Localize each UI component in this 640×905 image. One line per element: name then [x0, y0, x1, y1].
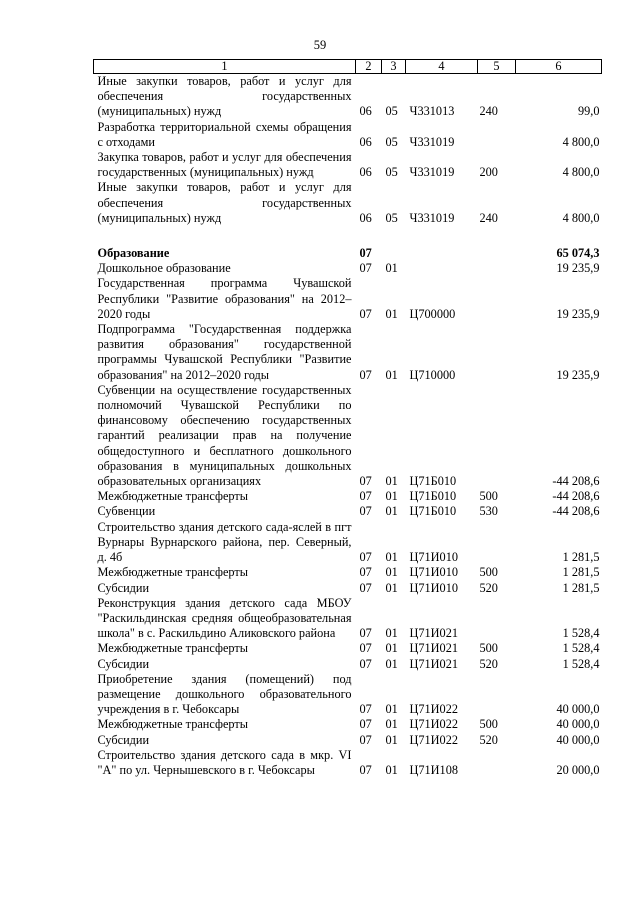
target-item-code: Ц71И021: [409, 656, 459, 671]
subsection-code: 01: [385, 717, 398, 732]
table-row: [94, 581, 602, 596]
subsection-code: 01: [385, 626, 398, 641]
table-body: [94, 74, 602, 779]
subsection-code: 01: [385, 489, 398, 504]
amount: 1 281,5: [562, 580, 600, 595]
table-row: [94, 657, 602, 672]
target-item-code: Ц71И010: [409, 565, 459, 580]
expense-type-code: 520: [479, 732, 498, 747]
target-item-code: Ц71И010: [409, 580, 459, 595]
subsection-code: 01: [385, 261, 398, 276]
row-name: Межбюджетные трансферты: [97, 565, 249, 580]
page-number: 59: [313, 38, 327, 52]
subsection-code: 01: [385, 367, 398, 382]
column-header: 1: [94, 60, 356, 74]
section-code: 06: [359, 165, 372, 180]
amount: 19 235,9: [556, 367, 600, 382]
target-item-code: Ц710000: [409, 367, 456, 382]
target-item-code: Ц71И021: [409, 626, 459, 641]
expense-type-code: [478, 261, 516, 276]
subsection-code: 01: [385, 580, 398, 595]
table-row: [94, 322, 602, 383]
column-number-row: [94, 60, 602, 74]
expense-type-code: [478, 596, 516, 642]
target-item-code: Ц71Б010: [409, 489, 457, 504]
expense-type-code: 530: [479, 504, 498, 519]
section-code: 06: [359, 210, 372, 225]
table-row: [94, 276, 602, 322]
table-row: [94, 150, 602, 180]
expense-type-code: [478, 672, 516, 718]
row-name: Приобретение здания (помещений) под размещение дошкольного образовательного учреждения в г. Чебоксары: [97, 671, 352, 717]
subsection-code: 01: [385, 474, 398, 489]
subsection-code: 01: [385, 550, 398, 565]
amount: 40 000,0: [556, 732, 600, 747]
expense-type-code: 240: [479, 210, 498, 225]
target-item-code: Ц71Б010: [409, 474, 457, 489]
expense-type-code: 500: [479, 717, 498, 732]
row-name: Закупка товаров, работ и услуг для обеспечения государственных (муниципальных) нужд: [97, 150, 352, 180]
row-name: Реконструкция здания детского сада МБОУ "Раскильдинская средняя общеобразовательная школа" в с. Раскильдино Аликовского района: [97, 595, 352, 641]
spacer-cell: [94, 226, 602, 246]
section-code: 07: [359, 580, 372, 595]
amount: 1 281,5: [562, 550, 600, 565]
row-name: Государственная программа Чувашской Республики "Развитие образования" на 2012–2020 годы: [97, 276, 352, 321]
table-row: [94, 504, 602, 519]
expense-type-code: [478, 748, 516, 778]
row-name: Строительство здания детского сада в мкр. VI "А" по ул. Чернышевского в г. Чебоксары: [97, 747, 352, 777]
expense-type-code: [478, 322, 516, 383]
column-header: 6: [516, 60, 602, 74]
target-item-code: [406, 261, 478, 276]
amount: 1 528,4: [562, 641, 600, 656]
expense-type-code: [478, 120, 516, 150]
subsection-code: 01: [385, 762, 398, 777]
subsection-code: 01: [385, 306, 398, 321]
target-item-code: Ч331019: [409, 210, 455, 225]
table-row: [94, 383, 602, 489]
target-item-code: Ч331019: [409, 165, 455, 180]
column-header: 5: [478, 60, 516, 74]
target-item-code: [406, 246, 478, 261]
target-item-code: Ц71И108: [409, 762, 459, 777]
target-item-code: Ц71Б010: [409, 504, 457, 519]
section-code: 07: [359, 732, 372, 747]
amount: 1 528,4: [562, 626, 600, 641]
row-name: Дошкольное образование: [97, 261, 231, 276]
section-code: 07: [359, 246, 372, 261]
row-name: Иные закупки товаров, работ и услуг для обеспечения государственных (муниципальных) нужд: [97, 180, 352, 225]
amount: 19 235,9: [556, 261, 600, 276]
section-code: 07: [359, 474, 372, 489]
section-code: 07: [359, 641, 372, 656]
expense-type-code: [478, 383, 516, 489]
subsection-code: 01: [385, 732, 398, 747]
table-row: [94, 489, 602, 504]
row-name: Строительство здания детского сада-яслей в пгт Вурнары Вурнарского района, пер. Северный, д. 4б: [97, 519, 352, 565]
subsection-code: [382, 246, 406, 261]
section-code: 07: [359, 702, 372, 717]
target-item-code: Ц71И022: [409, 717, 459, 732]
table-row: [94, 672, 602, 718]
target-item-code: Ч331019: [409, 134, 455, 149]
amount: 40 000,0: [556, 702, 600, 717]
section-code: 07: [359, 261, 372, 276]
section-code: 07: [359, 367, 372, 382]
amount: 4 800,0: [562, 134, 600, 149]
section-code: 07: [359, 504, 372, 519]
target-item-code: Ц71И021: [409, 641, 459, 656]
amount: 99,0: [577, 104, 600, 119]
subsection-code: 05: [385, 134, 398, 149]
expense-type-code: 240: [479, 104, 498, 119]
spacer-row: [94, 226, 602, 246]
table-row: [94, 717, 602, 732]
table-row: [94, 596, 602, 642]
expense-type-code: [478, 276, 516, 322]
subsection-code: 01: [385, 702, 398, 717]
section-code: 06: [359, 134, 372, 149]
target-item-code: Ц71И010: [409, 550, 459, 565]
expense-type-code: 500: [479, 641, 498, 656]
row-name: Субсидии: [97, 580, 150, 595]
section-code: 07: [359, 306, 372, 321]
row-name: Образование: [97, 246, 170, 261]
amount: -44 208,6: [552, 504, 600, 519]
section-code: 07: [359, 762, 372, 777]
target-item-code: Ч331013: [409, 104, 455, 119]
amount: 4 800,0: [562, 165, 600, 180]
target-item-code: Ц700000: [409, 306, 456, 321]
amount: 1 528,4: [562, 656, 600, 671]
expense-type-code: [478, 246, 516, 261]
expense-type-code: 500: [479, 565, 498, 580]
section-code: 07: [359, 626, 372, 641]
table-row: [94, 120, 602, 150]
column-header: 2: [356, 60, 382, 74]
subsection-code: 01: [385, 565, 398, 580]
section-code: 07: [359, 717, 372, 732]
amount: -44 208,6: [552, 474, 600, 489]
subsection-code: 05: [385, 104, 398, 119]
subsection-code: 01: [385, 641, 398, 656]
row-name: Субсидии: [97, 656, 150, 671]
target-item-code: Ц71И022: [409, 702, 459, 717]
expense-type-code: 520: [479, 656, 498, 671]
amount: 4 800,0: [562, 210, 600, 225]
amount: 19 235,9: [556, 306, 600, 321]
section-code: 07: [359, 550, 372, 565]
table-row: [94, 565, 602, 580]
subsection-code: 01: [385, 504, 398, 519]
table-row: [94, 261, 602, 276]
expense-type-code: 200: [479, 165, 498, 180]
row-name: Межбюджетные трансферты: [97, 489, 249, 504]
subsection-code: 01: [385, 656, 398, 671]
section-code: 06: [359, 104, 372, 119]
table-row: [94, 748, 602, 778]
amount: 65 074,3: [556, 246, 600, 261]
table-row: [94, 733, 602, 748]
expense-type-code: 520: [479, 580, 498, 595]
amount: 1 281,5: [562, 565, 600, 580]
expense-type-code: [478, 520, 516, 566]
amount: 40 000,0: [556, 717, 600, 732]
table-row: [94, 520, 602, 566]
table-row: [94, 180, 602, 226]
section-code: 07: [359, 489, 372, 504]
row-name: Субсидии: [97, 732, 150, 747]
row-name: Разработка территориальной схемы обращения с отходами: [97, 119, 352, 149]
table-row: [94, 74, 602, 120]
target-item-code: Ц71И022: [409, 732, 459, 747]
row-name: Субвенции на осуществление государственных полномочий Чувашской Республики по финансовому обеспечению государственных гарантий реализации прав на получение общедоступного и бесплатного дошкольного образования в муниципальных дошкольных образовательных организациях: [97, 382, 352, 489]
amount: -44 208,6: [552, 489, 600, 504]
row-name: Подпрограмма "Государственная поддержка развития образования" государственной программы Чувашской Республики "Развитие образования" на 2012–2020 годы: [97, 322, 352, 382]
table-row: [94, 641, 602, 656]
row-name: Иные закупки товаров, работ и услуг для обеспечения государственных (муниципальных) нужд: [97, 74, 352, 119]
section-code: 07: [359, 565, 372, 580]
amount: 20 000,0: [556, 762, 600, 777]
subsection-code: 05: [385, 210, 398, 225]
row-name: Субвенции: [97, 504, 156, 519]
row-name: Межбюджетные трансферты: [97, 717, 249, 732]
column-header: 4: [406, 60, 478, 74]
expense-type-code: 500: [479, 489, 498, 504]
subsection-code: 05: [385, 165, 398, 180]
table-row: [94, 246, 602, 261]
row-name: Межбюджетные трансферты: [97, 641, 249, 656]
column-header: 3: [382, 60, 406, 74]
budget-table: [93, 59, 602, 778]
section-code: 07: [359, 656, 372, 671]
